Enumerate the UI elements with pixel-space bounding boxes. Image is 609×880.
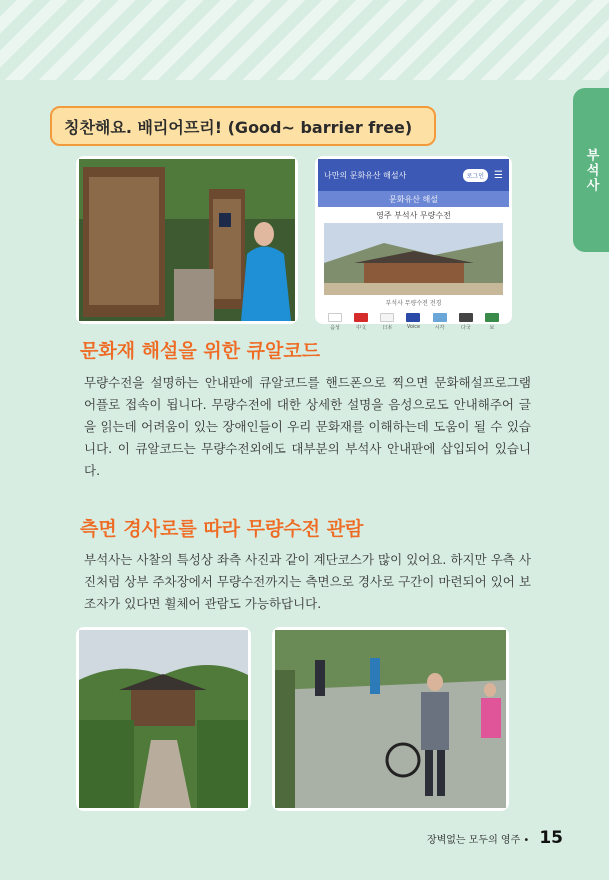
flag-icon: [328, 313, 342, 322]
app-header-title: 나만의 문화유산 해설사: [324, 170, 407, 180]
wheelchair-ramp-illustration: [275, 630, 506, 808]
lang-button[interactable]: Voice: [406, 313, 420, 331]
section2-title: 측면 경사로를 따라 무량수전 관람: [80, 518, 364, 540]
lang-button[interactable]: 시각: [433, 313, 447, 331]
footer-caption: 장벽없는 모두의 영주 •: [426, 834, 530, 846]
app-photo-caption: 부석사 무량수전 전경: [385, 300, 442, 307]
page-footer: [427, 828, 563, 848]
lang-button[interactable]: 中文: [354, 313, 368, 331]
praise-badge: [50, 106, 436, 146]
flag-icon: [406, 313, 420, 322]
lang-button[interactable]: 보: [485, 313, 499, 331]
language-buttons: [318, 313, 509, 331]
section1-title: 문화재 해설을 위한 큐알코드: [80, 340, 321, 362]
flag-icon: [433, 313, 447, 322]
flag-icon: [485, 313, 499, 322]
side-chapter-tab[interactable]: [573, 88, 609, 252]
lang-button[interactable]: 음성: [328, 313, 342, 331]
lang-button[interactable]: 다국: [459, 313, 473, 331]
flag-icon: [354, 313, 368, 322]
section2-body: 부석사는 사찰의 특성상 좌측 사진과 같이 계단코스가 많이 있어요. 하지만 우측 사진처럼 상부 주차장에서 무량수전까지는 측면으로 경사로 구간이 마련되어 있어 보조자가 있다면 휠체어 관람도 가능하답니다.: [84, 552, 531, 611]
photo-qr-scan: [76, 156, 298, 324]
app-screenshot: [315, 156, 512, 331]
app-subheader: 문화유산 해설: [318, 191, 509, 207]
app-header: [318, 159, 509, 191]
striped-header-band: [0, 0, 609, 80]
section1-body: 무량수전을 설명하는 안내판에 큐알코드를 핸드폰으로 찍으면 문화해설프로그램 어플로 접속이 됩니다. 무량수전에 대한 상세한 설명을 음성으로도 안내해주어 글을 읽는데 어려움이 있는 장애인들이 우리 문화재를 이해하는데 도움이 될 수 있습니다. 이 큐알코드는 무량수전외에도 대부분의 부석사 안내판에 삽입되어 있습니다.: [84, 375, 531, 478]
menu-icon[interactable]: ☰: [494, 169, 503, 181]
badge-text: 칭찬해요. 배리어프리! (Good~ barrier free): [64, 117, 413, 137]
temple-illustration: [324, 223, 503, 295]
lang-button[interactable]: 日本: [380, 313, 394, 331]
side-tab-label: 부석사: [583, 147, 599, 193]
temple-stairs-illustration: [79, 630, 248, 808]
page-number: 15: [539, 828, 563, 848]
login-chip[interactable]: 로그인: [463, 169, 488, 182]
app-page-title: 영주 부석사 무량수전: [376, 210, 451, 220]
temple-photo: [324, 223, 503, 295]
photo-wheelchair-ramp: [272, 627, 509, 811]
photo-qr-scan-illustration: [79, 159, 295, 321]
flag-icon: [459, 313, 473, 322]
photo-temple-stairs: [76, 627, 251, 811]
flag-icon: [380, 313, 394, 322]
